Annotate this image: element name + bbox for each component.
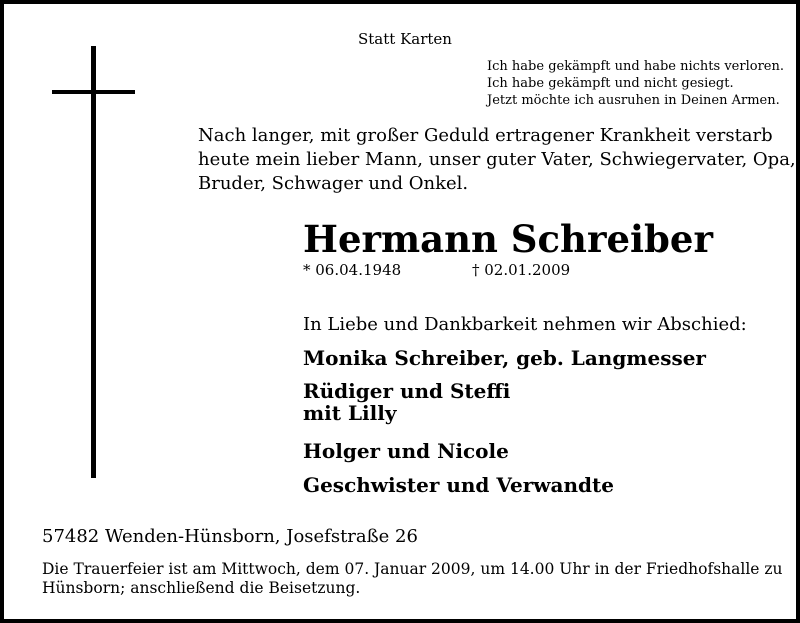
deceased-name: Hermann Schreiber	[303, 217, 713, 261]
mourner-entry	[303, 474, 614, 496]
intro-line: Nach langer, mit großer Geduld ertragener Krankheit verstarb	[198, 125, 773, 146]
mourner-entry	[303, 380, 510, 424]
intro-line: heute mein lieber Mann, unser guter Vater, Schwiegervater, Opa,	[198, 149, 796, 170]
cross-vertical-bar	[91, 46, 96, 478]
quote-line: Ich habe gekämpft und nicht gesiegt.	[487, 76, 734, 91]
intro-text	[198, 124, 796, 196]
address: 57482 Wenden-Hünsborn, Josefstraße 26	[42, 526, 418, 547]
mourner-entry	[303, 347, 706, 369]
mourner-entry	[303, 440, 509, 462]
header-text: Statt Karten	[358, 30, 452, 48]
service-info	[42, 560, 783, 598]
mourner-line: Rüdiger und Steffi	[303, 379, 511, 403]
mourner-line: Monika Schreiber, geb. Langmesser	[303, 346, 706, 370]
mourner-line: Geschwister und Verwandte	[303, 473, 614, 497]
mourner-line: Holger und Nicole	[303, 439, 509, 463]
quote-line: Jetzt möchte ich ausruhen in Deinen Armen.	[487, 93, 780, 108]
service-line: Hünsborn; anschließend die Beisetzung.	[42, 579, 361, 597]
birth-date: * 06.04.1948	[303, 261, 402, 279]
intro-line: Bruder, Schwager und Onkel.	[198, 173, 469, 194]
quote-block	[487, 58, 784, 109]
quote-line: Ich habe gekämpft und habe nichts verloren.	[487, 59, 784, 74]
service-line: Die Trauerfeier ist am Mittwoch, dem 07. Januar 2009, um 14.00 Uhr in der Friedhofshalle zu	[42, 560, 783, 578]
mourner-line: mit Lilly	[303, 401, 397, 425]
cross-horizontal-bar	[52, 90, 135, 94]
farewell-text: In Liebe und Dankbarkeit nehmen wir Abschied:	[303, 314, 747, 335]
death-date: † 02.01.2009	[472, 261, 571, 279]
